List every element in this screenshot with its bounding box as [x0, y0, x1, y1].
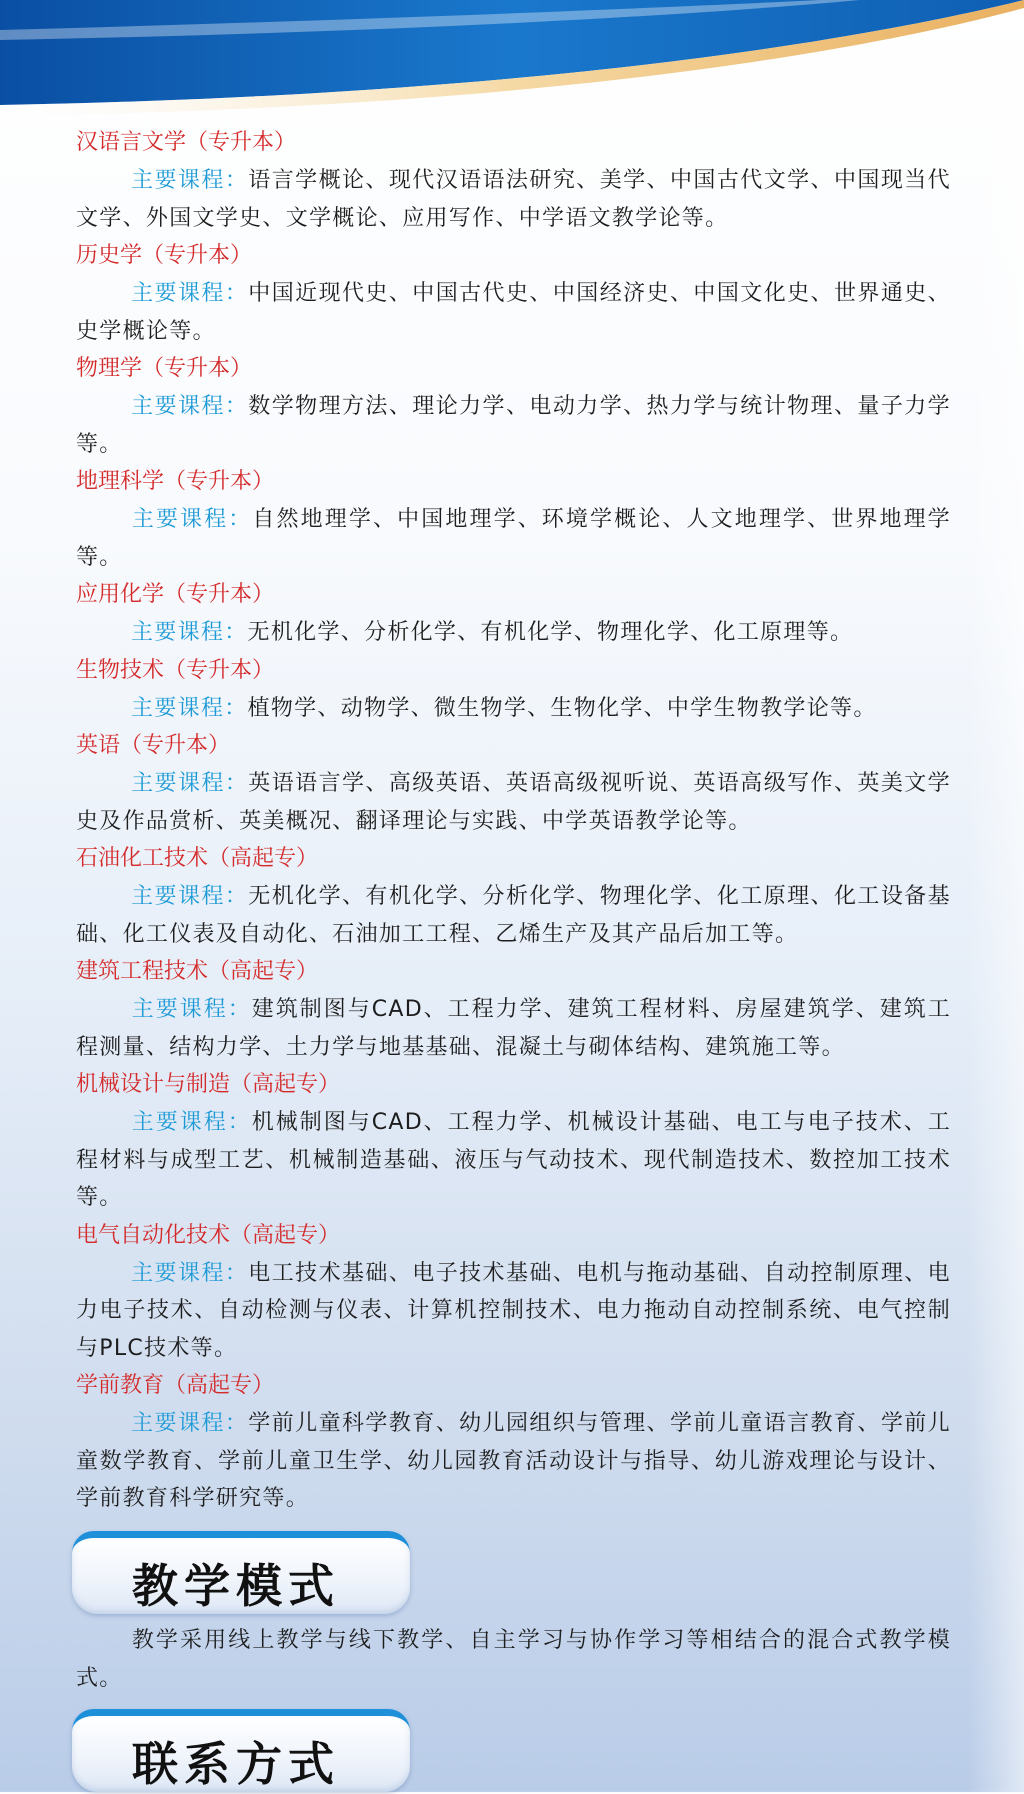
program-item — [76, 350, 951, 463]
courses-label: 主要课程： — [131, 1110, 252, 1135]
program-item — [76, 124, 951, 237]
header-swoosh-banner — [0, 0, 1024, 125]
program-courses — [76, 878, 951, 953]
right-edge-glow — [968, 95, 1024, 1792]
contact-heading — [72, 1709, 410, 1792]
program-title: 物理学（专升本） — [76, 356, 253, 381]
courses-text: 建筑制图与CAD、工程力学、建筑工程材料、房屋建筑学、建筑工程测量、结构力学、土力学与地基基础、混凝土与砌体结构、建筑施工等。 — [76, 997, 951, 1060]
program-courses — [76, 690, 951, 728]
courses-text: 英语语言学、高级英语、英语高级视听说、英语高级写作、英美文学史及作品赏析、英美概况、翻译理论与实践、中学英语教学论等。 — [76, 771, 951, 834]
program-title: 建筑工程技术（高起专） — [76, 959, 319, 984]
courses-label: 主要课程： — [131, 507, 253, 532]
program-item — [76, 840, 951, 953]
program-courses — [76, 1255, 951, 1368]
program-courses — [76, 388, 951, 463]
courses-text: 自然地理学、中国地理学、环境学概论、人文地理学、世界地理学等。 — [76, 507, 951, 570]
teaching-mode-heading-text: 教学模式 — [132, 1559, 340, 1613]
program-item — [76, 576, 951, 652]
courses-text: 学前儿童科学教育、幼儿园组织与管理、学前儿童语言教育、学前儿童数学教育、学前儿童卫生学、幼儿园教育活动设计与指导、幼儿游戏理论与设计、学前教育科学研究等。 — [76, 1411, 951, 1511]
courses-label: 主要课程： — [131, 884, 249, 909]
teaching-mode-description — [76, 1622, 951, 1697]
program-title: 机械设计与制造（高起专） — [76, 1072, 341, 1097]
courses-label: 主要课程： — [131, 620, 248, 645]
program-item — [76, 237, 951, 350]
courses-text: 无机化学、分析化学、有机化学、物理化学、化工原理等。 — [247, 620, 854, 645]
program-title: 英语（专升本） — [76, 733, 231, 758]
program-courses — [76, 765, 951, 840]
program-courses — [76, 501, 951, 576]
program-courses — [76, 275, 951, 350]
courses-label: 主要课程： — [131, 695, 248, 721]
program-courses — [76, 991, 951, 1066]
program-item — [76, 1066, 951, 1217]
program-item — [76, 1217, 951, 1368]
program-courses — [76, 614, 951, 652]
program-title: 石油化工技术（高起专） — [76, 846, 319, 871]
courses-label: 主要课程： — [131, 394, 249, 419]
program-title: 汉语言文学（专升本） — [76, 130, 297, 155]
program-item — [76, 463, 951, 576]
courses-text: 数学物理方法、理论力学、电动力学、热力学与统计物理、量子力学等。 — [76, 394, 951, 457]
courses-text: 中国近现代史、中国古代史、中国经济史、中国文化史、世界通史、史学概论等。 — [76, 281, 951, 344]
courses-label: 主要课程： — [131, 168, 249, 193]
courses-label: 主要课程： — [131, 997, 252, 1022]
program-courses — [76, 1104, 951, 1217]
program-title: 地理科学（专升本） — [76, 469, 275, 494]
program-title: 学前教育（高起专） — [76, 1373, 275, 1398]
program-item — [76, 953, 951, 1066]
program-title: 电气自动化技术（高起专） — [76, 1222, 341, 1248]
courses-text: 机械制图与CAD、工程力学、机械设计基础、电工与电子技术、工程材料与成型工艺、机械制造基础、液压与气动技术、现代制造技术、数控加工技术等。 — [76, 1110, 951, 1210]
program-item — [76, 652, 951, 728]
program-item — [76, 727, 951, 840]
courses-label: 主要课程： — [131, 281, 249, 306]
courses-text: 电工技术基础、电子技术基础、电机与拖动基础、自动控制原理、电力电子技术、自动检测与仪表、计算机控制技术、电力拖动自动控制系统、电气控制与PLC技术等。 — [76, 1260, 951, 1361]
courses-label: 主要课程： — [131, 1411, 249, 1436]
teaching-mode-heading — [72, 1531, 410, 1614]
program-courses — [76, 162, 951, 237]
teaching-mode-text: 教学采用线上教学与线下教学、自主学习与协作学习等相结合的混合式教学模式。 — [76, 1628, 951, 1691]
courses-label: 主要课程： — [131, 771, 249, 796]
courses-text: 语言学概论、现代汉语语法研究、美学、中国古代文学、中国现当代文学、外国文学史、文学概论、应用写作、中学语文教学论等。 — [76, 168, 951, 231]
program-list — [76, 124, 951, 1518]
courses-label: 主要课程： — [131, 1260, 249, 1286]
program-item — [76, 1367, 951, 1518]
courses-text: 无机化学、有机化学、分析化学、物理化学、化工原理、化工设备基础、化工仪表及自动化、石油加工工程、乙烯生产及其产品后加工等。 — [76, 884, 951, 947]
program-title: 历史学（专升本） — [76, 243, 253, 268]
courses-text: 植物学、动物学、微生物学、生物化学、中学生物教学论等。 — [247, 695, 877, 721]
program-title: 生物技术（专升本） — [76, 657, 275, 683]
program-courses — [76, 1405, 951, 1518]
contact-heading-text: 联系方式 — [132, 1737, 340, 1791]
program-title: 应用化学（专升本） — [76, 582, 275, 607]
